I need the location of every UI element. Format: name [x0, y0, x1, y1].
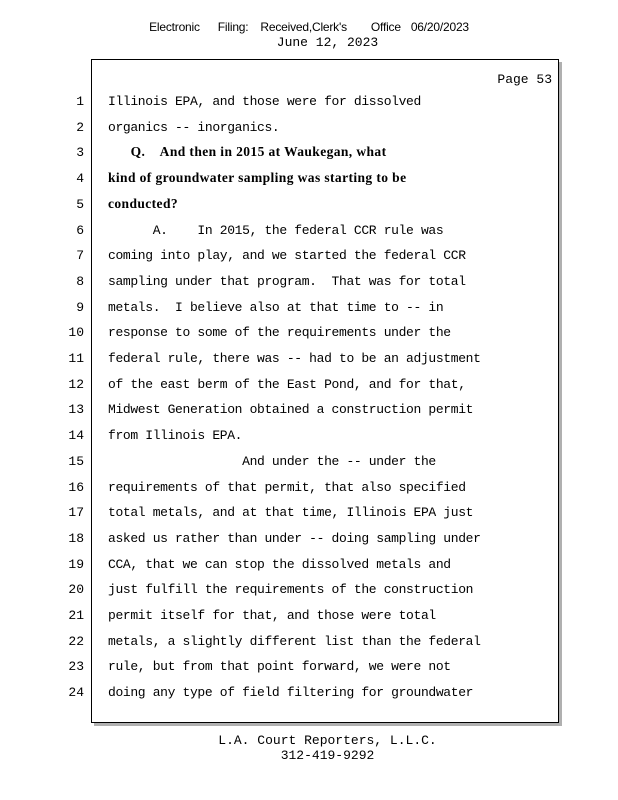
- transcript-date: June 12, 2023: [276, 35, 379, 50]
- page-number: Page 53: [497, 72, 552, 87]
- transcript-line: permit itself for that, and those were total: [108, 608, 436, 623]
- line-number: 22: [68, 633, 84, 649]
- reporter-phone: 312-419-9292: [280, 748, 375, 763]
- transcript-line: just fulfill the requirements of the construction: [108, 582, 474, 598]
- line-number: 8: [76, 273, 84, 289]
- line-number: 23: [68, 659, 84, 675]
- filing-stamp: [0, 20, 618, 34]
- transcript-line: sampling under that program. That was for total: [108, 273, 466, 289]
- transcript-line: from Illinois EPA.: [108, 428, 243, 444]
- footer: [0, 733, 618, 763]
- transcript-line: A. In 2015, the federal CCR rule was: [108, 222, 444, 238]
- line-number: 12: [68, 376, 84, 392]
- filing-stamp-part: Received,Clerk's: [260, 20, 347, 34]
- line-number: 21: [68, 608, 84, 623]
- line-number: 24: [68, 685, 84, 701]
- transcript-line: kind of groundwater sampling was starting to be: [108, 170, 407, 186]
- transcript-line: organics -- inorganics.: [108, 119, 280, 135]
- filing-stamp-part: Office: [370, 20, 401, 34]
- reporter-company: L.A. Court Reporters, L.L.C.: [218, 733, 437, 748]
- transcript-line: doing any type of field filtering for groundwater: [108, 685, 474, 701]
- line-number: 19: [68, 556, 84, 572]
- line-number: 16: [68, 479, 84, 495]
- line-number: 7: [76, 248, 84, 264]
- transcript-line: metals. I believe also at that time to -- in: [108, 299, 444, 315]
- transcript-line: of the east berm of the East Pond, and for that,: [108, 376, 466, 392]
- transcript-line: federal rule, there was -- had to be an adjustment: [108, 351, 481, 366]
- transcript-line: requirements of that permit, that also specified: [108, 479, 466, 495]
- line-number: 13: [68, 402, 84, 418]
- line-number: 11: [68, 351, 84, 366]
- line-number: 5: [76, 196, 84, 212]
- line-number: 1: [76, 94, 84, 109]
- transcript-line: Midwest Generation obtained a construction permit: [108, 402, 474, 418]
- transcript-line: CCA, that we can stop the dissolved metals and: [108, 556, 451, 572]
- line-number: 18: [68, 530, 84, 546]
- transcript-line: rule, but from that point forward, we were not: [108, 659, 451, 675]
- transcript-line: And under the -- under the: [108, 453, 436, 469]
- transcript-line: total metals, and at that time, Illinois EPA just: [108, 505, 474, 521]
- transcript-line: response to some of the requirements under the: [108, 325, 451, 341]
- line-number: 14: [68, 428, 84, 444]
- line-number: 9: [76, 299, 84, 315]
- line-number: 10: [68, 325, 84, 341]
- filing-stamp-part: 06/20/2023: [410, 20, 469, 34]
- transcript-line: Illinois EPA, and those were for dissolved: [108, 94, 421, 109]
- filing-stamp-part: Filing:: [217, 20, 249, 34]
- transcript-line: coming into play, and we started the federal CCR: [108, 248, 466, 264]
- line-number: 2: [76, 119, 84, 135]
- line-number: 20: [68, 582, 84, 598]
- line-number: 3: [76, 145, 84, 161]
- transcript-line: Q. And then in 2015 at Waukegan, what: [108, 144, 387, 160]
- transcript-line: asked us rather than under -- doing sampling under: [108, 530, 481, 546]
- line-number: 6: [76, 222, 84, 238]
- line-number: 17: [68, 505, 84, 521]
- transcript-line: metals, a slightly different list than the federal: [108, 633, 481, 649]
- filing-stamp-part: Electronic: [149, 20, 200, 34]
- line-number: 4: [76, 171, 84, 187]
- transcript-line: conducted?: [108, 195, 179, 211]
- line-number: 15: [68, 453, 84, 469]
